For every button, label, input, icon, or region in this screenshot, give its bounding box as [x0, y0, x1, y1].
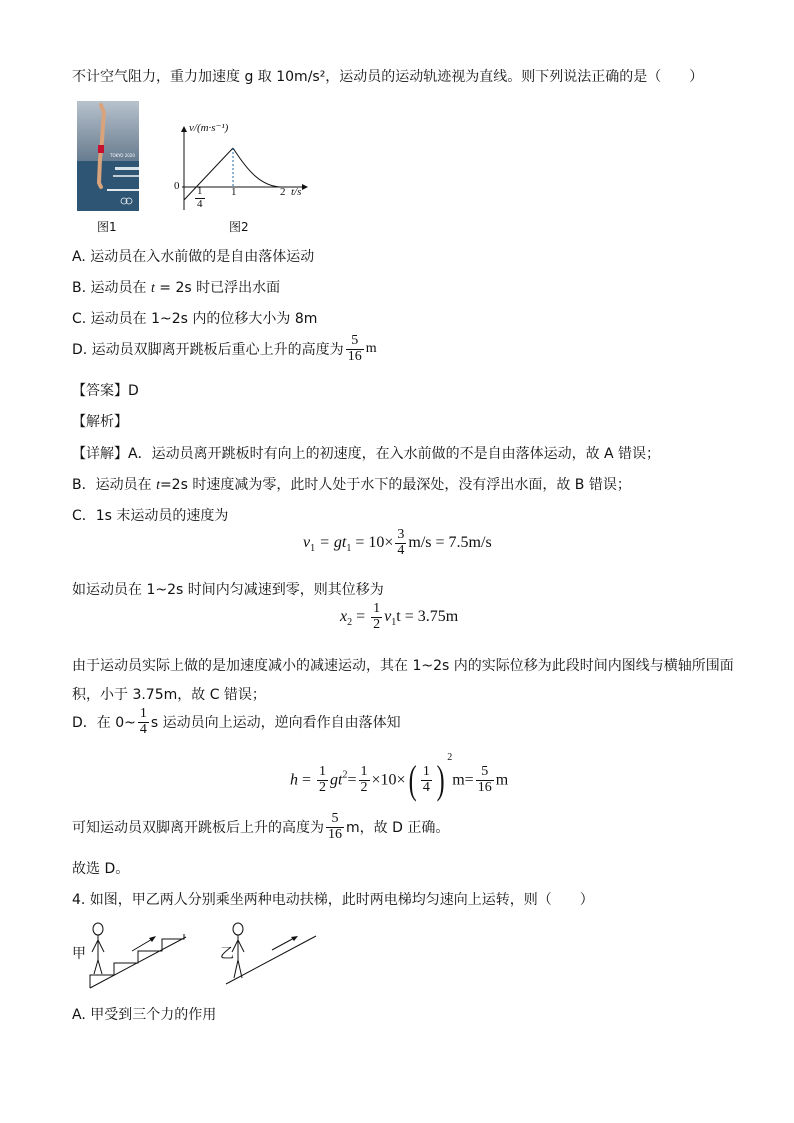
text-d2: [72, 812, 449, 842]
text-c2: 如运动员在 1~2s 时间内匀减速到零，则其位移为: [72, 582, 384, 598]
eq2-denominator: 2: [373, 616, 381, 632]
text-c3: 由于运动员实际上做的是加速度减小的减速运动，其在 1~2s 内的实际位移为此段时间内图线与横轴所围面: [72, 658, 734, 674]
graph-xlabel: t/s: [291, 186, 302, 198]
option-d: [72, 334, 377, 364]
option-c: C. 运动员在 1~2s 内的位移大小为 8m: [72, 311, 318, 327]
detail-b-post: =2s 时速度减为零，此时人处于水下的最深处，没有浮出水面，故 B 错误；: [159, 477, 631, 493]
diver-photo: [77, 101, 139, 211]
eq1-right: m/s = 7.5m/s: [408, 534, 492, 552]
option-d-unit: m: [365, 341, 377, 357]
text-d-numerator: 1: [139, 706, 147, 721]
eq3-d1: 2: [319, 779, 327, 795]
tick-2: 2: [280, 186, 286, 198]
eq3-d3: 4: [422, 779, 430, 795]
detail-a: 【详解】A．运动员离开跳板时有向上的初速度，在入水前做的不是自由落体运动，故 A 错误；: [72, 446, 661, 462]
eq2-right: t = 3.75m: [396, 608, 459, 626]
eq3-n2: 1: [360, 764, 368, 780]
detail-b: [72, 474, 631, 494]
fig1-caption: 图1: [97, 220, 117, 234]
eq3-n1: 1: [319, 764, 327, 780]
option-d-denominator: 16: [347, 348, 362, 364]
label-yi: 乙: [220, 946, 234, 962]
option-b: [72, 277, 280, 297]
label-jia: 甲: [72, 946, 86, 962]
graph-origin: 0: [174, 180, 180, 192]
detail-c: C．1s 末运动员的速度为: [72, 508, 229, 524]
escalator-figure: [86, 920, 346, 990]
choose-line: 故选 D。: [72, 861, 130, 877]
option-b-pre: B. 运动员在: [72, 280, 151, 296]
eq3-n4: 5: [476, 765, 494, 781]
curve-decel-segment: [233, 148, 282, 187]
tick-quarter-numerator: 1: [197, 185, 203, 197]
eq2-numerator: 1: [373, 601, 381, 616]
eq3-gt: gt: [330, 771, 343, 789]
eq1-mid: = gt: [315, 534, 347, 552]
detail-b-pre: B．运动员在: [72, 477, 157, 493]
question-4: 4. 如图，甲乙两人分别乘坐两种电动扶梯，此时两电梯均匀速向上运转，则（ ）: [72, 892, 594, 908]
option-b-post: = 2s 时已浮出水面: [154, 280, 281, 296]
eq1-times: = 10×: [351, 534, 394, 552]
detail-b-var: t: [156, 478, 160, 493]
eq3-n3: 1: [422, 764, 430, 780]
eq3-d2: 2: [360, 779, 368, 795]
text-d-denominator: 4: [139, 721, 147, 737]
eq3-unit2: m: [495, 771, 509, 789]
eq2-v: v: [384, 608, 392, 626]
option-b-var: t: [150, 281, 155, 296]
left-paren: (: [408, 757, 417, 803]
eq1-denominator: 4: [397, 542, 405, 558]
text-d-post: s 运动员向上运动，逆向看作自由落体知: [150, 715, 401, 732]
equation-h: [290, 752, 509, 803]
eq2-vsub: 1: [391, 617, 397, 629]
equation-x2: [340, 602, 458, 632]
eq2-eq: =: [352, 608, 370, 626]
eq3-sup2: 2: [447, 752, 453, 763]
option-d-numerator: 5: [346, 334, 364, 350]
arrow-jia-icon: [149, 936, 156, 942]
eq1-v: v: [303, 534, 311, 552]
photo-banner: TOKYO 2020: [110, 153, 135, 158]
stair-base: [90, 937, 186, 988]
equation-v1: [303, 528, 492, 558]
text-d2-pre: 可知运动员双脚离开跳板后上升的高度为: [72, 820, 324, 837]
graph-ylabel: v/(m·s⁻¹): [189, 122, 229, 134]
eq3-eq: =: [298, 771, 316, 789]
analysis-heading: 【解析】: [72, 414, 128, 430]
eq3-h: h: [290, 771, 298, 789]
person-jia: [92, 923, 104, 974]
y-axis-arrow-icon: [181, 126, 187, 132]
eq1-sub2: 1: [346, 543, 352, 555]
eq1-sub: 1: [310, 543, 316, 555]
question-intro: 不计空气阻力，重力加速度 g 取 10m/s²，运动员的运动轨迹视为直线。则下列说法正确的是（ ）: [72, 69, 704, 85]
eq3-unit: m=: [452, 771, 474, 789]
right-paren: ): [436, 757, 445, 803]
x-axis-arrow-icon: [302, 184, 308, 190]
eq3-d4: 16: [477, 779, 492, 795]
curve-linear-segment: [184, 148, 233, 200]
stair-steps: [90, 934, 184, 988]
fig2-caption: 图2: [229, 220, 249, 234]
text-d2-denominator: 16: [328, 826, 342, 842]
eq2-sub: 2: [347, 617, 353, 629]
question-4-option-a: A. 甲受到三个力的作用: [72, 1007, 217, 1023]
eq2-x: x: [340, 608, 348, 626]
tick-quarter-denominator: 4: [197, 197, 203, 210]
eq3-eq2: =: [347, 771, 357, 789]
answer: 【答案】D: [72, 383, 139, 399]
option-a: A. 运动员在入水前做的是自由落体运动: [72, 249, 315, 265]
tick-quarter: [193, 186, 207, 210]
arrow-yi-icon: [291, 936, 298, 941]
text-c4: 积，小于 3.75m，故 C 错误；: [72, 687, 266, 703]
option-d-pre: D. 运动员双脚离开跳板后重心上升的高度为: [72, 342, 344, 359]
text-d: [72, 707, 401, 737]
text-d2-post: m，故 D 正确。: [346, 820, 450, 837]
eq3-times: ×10×: [371, 771, 406, 789]
text-d-pre: D．在 0~: [72, 715, 136, 732]
person-yi: [232, 923, 244, 978]
eq1-numerator: 3: [397, 527, 405, 542]
tick-1: 1: [231, 186, 237, 198]
eq3-sup: 2: [342, 769, 348, 781]
text-d2-numerator: 5: [326, 812, 344, 828]
